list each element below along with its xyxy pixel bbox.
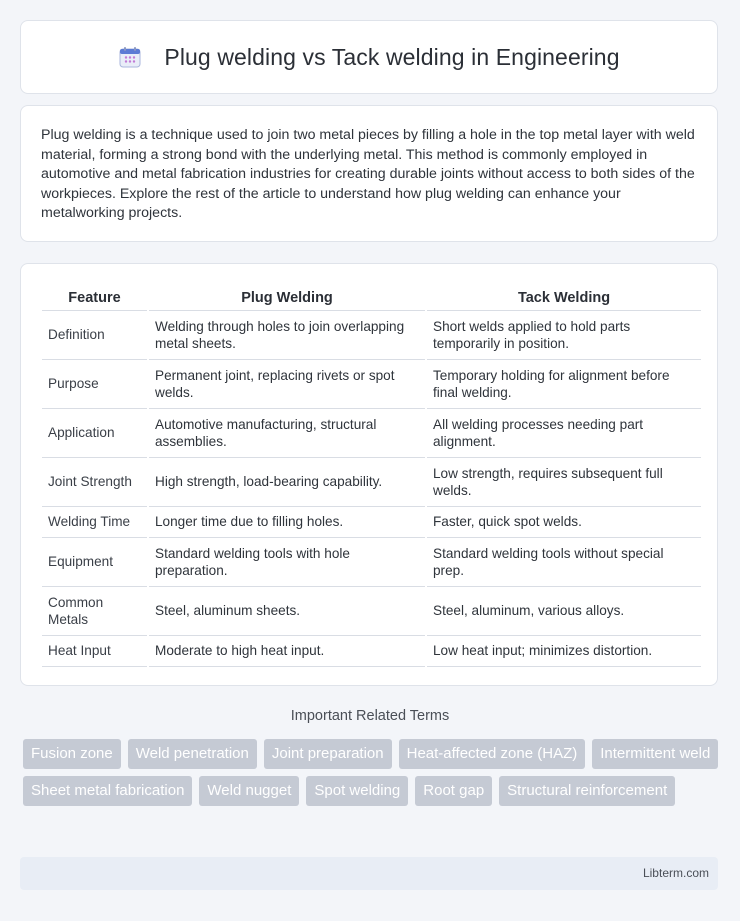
related-term-tag[interactable]: Intermittent weld (592, 739, 718, 769)
table-cell-feature: Application (42, 409, 147, 458)
column-header-feature: Feature (42, 284, 147, 311)
table-cell-tack: Faster, quick spot welds. (427, 507, 701, 538)
related-term-tag[interactable]: Joint preparation (264, 739, 392, 769)
table-cell-feature: Definition (42, 311, 147, 360)
table-row (42, 587, 701, 636)
table-cell-plug: Automotive manufacturing, structural assemblies. (149, 409, 425, 458)
related-term-tag[interactable]: Spot welding (306, 776, 408, 806)
intro-paragraph: Plug welding is a technique used to join two metal pieces by filling a hole in the top metal layer with weld material, forming a strong bond with the underlying metal. This method is commonly employed in automotive and metal fabrication industries for creating durable joints without access to both sides of the workpieces. Explore the rest of the article to understand how plug welding can enhance your metalworking projects. (41, 127, 695, 222)
table-row (42, 636, 701, 667)
related-term-tag[interactable]: Weld penetration (128, 739, 257, 769)
table-cell-tack: Low heat input; minimizes distortion. (427, 636, 701, 667)
related-term-tag[interactable]: Weld nugget (199, 776, 299, 806)
related-terms-list (23, 739, 723, 806)
table-cell-tack: Low strength, requires subsequent full welds. (427, 458, 701, 507)
table-cell-feature: Joint Strength (42, 458, 147, 507)
table-cell-plug: Welding through holes to join overlapping metal sheets. (149, 311, 425, 360)
intro-card (20, 105, 718, 242)
table-row (42, 360, 701, 409)
table-row (42, 458, 701, 507)
related-term-tag[interactable]: Sheet metal fabrication (23, 776, 192, 806)
table-cell-tack: Standard welding tools without special prep. (427, 538, 701, 587)
footer-site-link[interactable]: Libterm.com (642, 866, 709, 880)
table-cell-tack: Temporary holding for alignment before final welding. (427, 360, 701, 409)
table-header-row (42, 284, 701, 311)
footer (20, 857, 718, 890)
table-row (42, 311, 701, 360)
table-cell-plug: Permanent joint, replacing rivets or spot welds. (149, 360, 425, 409)
related-term-tag[interactable]: Heat-affected zone (HAZ) (399, 739, 586, 769)
page-title: Plug welding vs Tack welding in Engineering (164, 43, 620, 70)
header-card (20, 20, 718, 94)
table-cell-feature: Heat Input (42, 636, 147, 667)
table-cell-feature: Common Metals (42, 587, 147, 636)
column-header-tack-welding: Tack Welding (427, 284, 701, 311)
table-cell-plug: Steel, aluminum sheets. (149, 587, 425, 636)
related-term-tag[interactable]: Root gap (415, 776, 492, 806)
calendar-icon (118, 45, 142, 69)
table-cell-plug: Standard welding tools with hole preparation. (149, 538, 425, 587)
table-cell-tack: Short welds applied to hold parts temporarily in position. (427, 311, 701, 360)
related-term-tag[interactable]: Structural reinforcement (499, 776, 675, 806)
comparison-table (40, 284, 703, 667)
column-header-plug-welding: Plug Welding (149, 284, 425, 311)
table-cell-tack: Steel, aluminum, various alloys. (427, 587, 701, 636)
table-cell-feature: Purpose (42, 360, 147, 409)
table-cell-plug: High strength, load-bearing capability. (149, 458, 425, 507)
related-term-tag[interactable]: Fusion zone (23, 739, 121, 769)
table-row (42, 538, 701, 587)
table-cell-plug: Longer time due to filling holes. (149, 507, 425, 538)
comparison-table-card (20, 263, 718, 686)
table-row (42, 507, 701, 538)
table-cell-feature: Equipment (42, 538, 147, 587)
table-cell-tack: All welding processes needing part alignment. (427, 409, 701, 458)
related-terms-title: Important Related Terms (290, 708, 450, 724)
table-cell-plug: Moderate to high heat input. (149, 636, 425, 667)
table-cell-feature: Welding Time (42, 507, 147, 538)
table-row (42, 409, 701, 458)
